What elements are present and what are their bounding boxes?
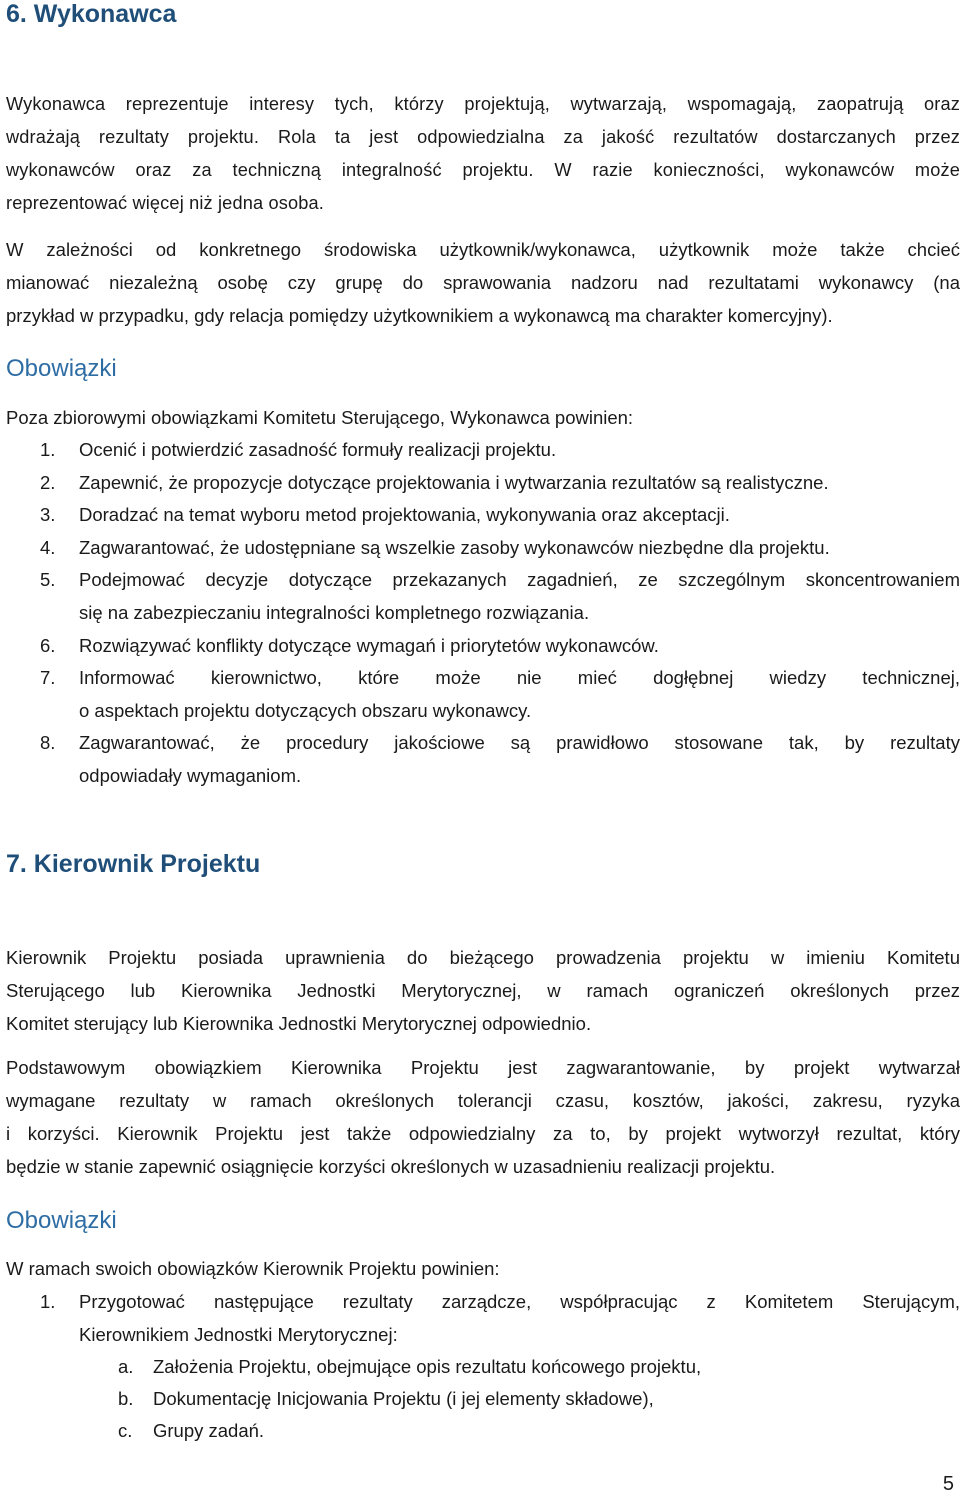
- text-line: wykonawców oraz za techniczną integralność projektu. W razie konieczności, wykonawców może: [6, 160, 960, 180]
- sub-list-letter: a.: [118, 1356, 134, 1377]
- section-6-paragraph-1: [6, 88, 960, 220]
- list-number: 5.: [40, 569, 56, 590]
- list-number: 4.: [40, 537, 56, 558]
- text-line: wdrażają rezultaty projektu. Rola ta jest odpowiedzialna za jakość rezultatów dostarczanych przez: [6, 127, 960, 147]
- text-line: reprezentować więcej niż jedna osoba.: [6, 193, 324, 213]
- list-number: 2.: [40, 472, 56, 493]
- text-line: Informować kierownictwo, które może nie mieć dogłębnej wiedzy technicznej,: [79, 667, 960, 688]
- list-number: 1.: [40, 439, 56, 460]
- text-line: Kierownik Projektu posiada uprawnienia do bieżącego prowadzenia projektu w imieniu Komitetu: [6, 947, 960, 968]
- list-number: 7.: [40, 667, 56, 688]
- text-line: Kierownikiem Jednostki Merytorycznej:: [79, 1324, 398, 1345]
- section-6-duties-heading: Obowiązki: [6, 355, 117, 382]
- text-line: Grupy zadań.: [153, 1420, 265, 1441]
- text-line: mianować niezależną osobę czy grupę do sprawowania nadzoru nad rezultatami wykonawcy (na: [6, 272, 960, 293]
- text-line: Wykonawca reprezentuje interesy tych, którzy projektują, wytwarzają, wspomagają, zaopatrują oraz: [6, 94, 960, 114]
- list-number: 3.: [40, 504, 56, 525]
- section-6-heading: 6. Wykonawca: [6, 0, 177, 28]
- sub-list-letter: c.: [118, 1420, 133, 1441]
- section-6-paragraph-2: [6, 233, 960, 332]
- text-line: Zagwarantować, że udostępniane są wszelkie zasoby wykonawców niezbędne dla projektu.: [79, 537, 830, 558]
- text-line: Ocenić i potwierdzić zasadność formuły realizacji projektu.: [79, 439, 557, 460]
- text-line: W ramach swoich obowiązków Kierownik Projektu powinien:: [6, 1258, 500, 1279]
- text-line: Podejmować decyzje dotyczące przekazanych zagadnień, ze szczególnym skoncentrowaniem: [79, 569, 960, 590]
- text-line: odpowiadały wymaganiom.: [79, 765, 302, 786]
- text-line: Zagwarantować, że procedury jakościowe są prawidłowo stosowane tak, by rezultaty: [79, 732, 960, 753]
- text-line: Przygotować następujące rezultaty zarządcze, współpracując z Komitetem Sterującym,: [79, 1291, 960, 1312]
- section-7-heading: 7. Kierownik Projektu: [6, 850, 261, 878]
- text-line: Dokumentację Inicjowania Projektu (i jej elementy składowe),: [153, 1388, 654, 1409]
- text-line: będzie w stanie zapewnić osiągnięcie korzyści określonych w uzasadnieniu realizacji projektu.: [6, 1156, 776, 1177]
- section-6-duties-intro: [6, 401, 960, 434]
- text-line: wymagane rezultaty w ramach określonych tolerancji czasu, kosztów, jakości, zakresu, ryzyka: [6, 1090, 960, 1111]
- text-line: i korzyści. Kierownik Projektu jest także odpowiedzialny za to, by projekt wytworzył rezultat, który: [6, 1123, 960, 1144]
- page-number: 5: [942, 1473, 954, 1495]
- text-line: Doradzać na temat wyboru metod projektowania, wykonywania oraz akceptacji.: [79, 504, 730, 525]
- list-number: 1.: [40, 1291, 56, 1312]
- list-number: 8.: [40, 732, 56, 753]
- text-line: się na zabezpieczaniu integralności kompletnego rozwiązania.: [79, 602, 590, 623]
- section-7-duties-intro: [6, 1252, 960, 1285]
- text-line: Poza zbiorowymi obowiązkami Komitetu Sterującego, Wykonawca powinien:: [6, 407, 634, 428]
- section-7-paragraph-1: [6, 941, 960, 1040]
- text-line: Założenia Projektu, obejmujące opis rezultatu końcowego projektu,: [153, 1356, 702, 1377]
- text-line: Podstawowym obowiązkiem Kierownika Projektu jest zagwarantowanie, by projekt wytwarzał: [6, 1057, 960, 1078]
- section-7-duties-heading: Obowiązki: [6, 1207, 117, 1234]
- text-line: Sterującego lub Kierownika Jednostki Merytorycznej, w ramach ograniczeń określonych przez: [6, 980, 960, 1001]
- section-7-paragraph-2: [6, 1051, 960, 1183]
- text-line: W zależności od konkretnego środowiska użytkownik/wykonawca, użytkownik może także chcieć: [6, 239, 960, 260]
- text-line: Zapewnić, że propozycje dotyczące projektowania i wytwarzania rezultatów są realistyczne.: [79, 472, 829, 493]
- text-line: przykład w przypadku, gdy relacja pomiędzy użytkownikiem a wykonawcą ma charakter komercyjny).: [6, 305, 833, 326]
- text-line: o aspektach projektu dotyczących obszaru wykonawcy.: [79, 700, 532, 721]
- sub-list-letter: b.: [118, 1388, 134, 1409]
- text-line: Komitet sterujący lub Kierownika Jednostki Merytorycznej odpowiednio.: [6, 1013, 592, 1034]
- list-number: 6.: [40, 635, 56, 656]
- text-line: Rozwiązywać konflikty dotyczące wymagań i priorytetów wykonawców.: [79, 635, 659, 656]
